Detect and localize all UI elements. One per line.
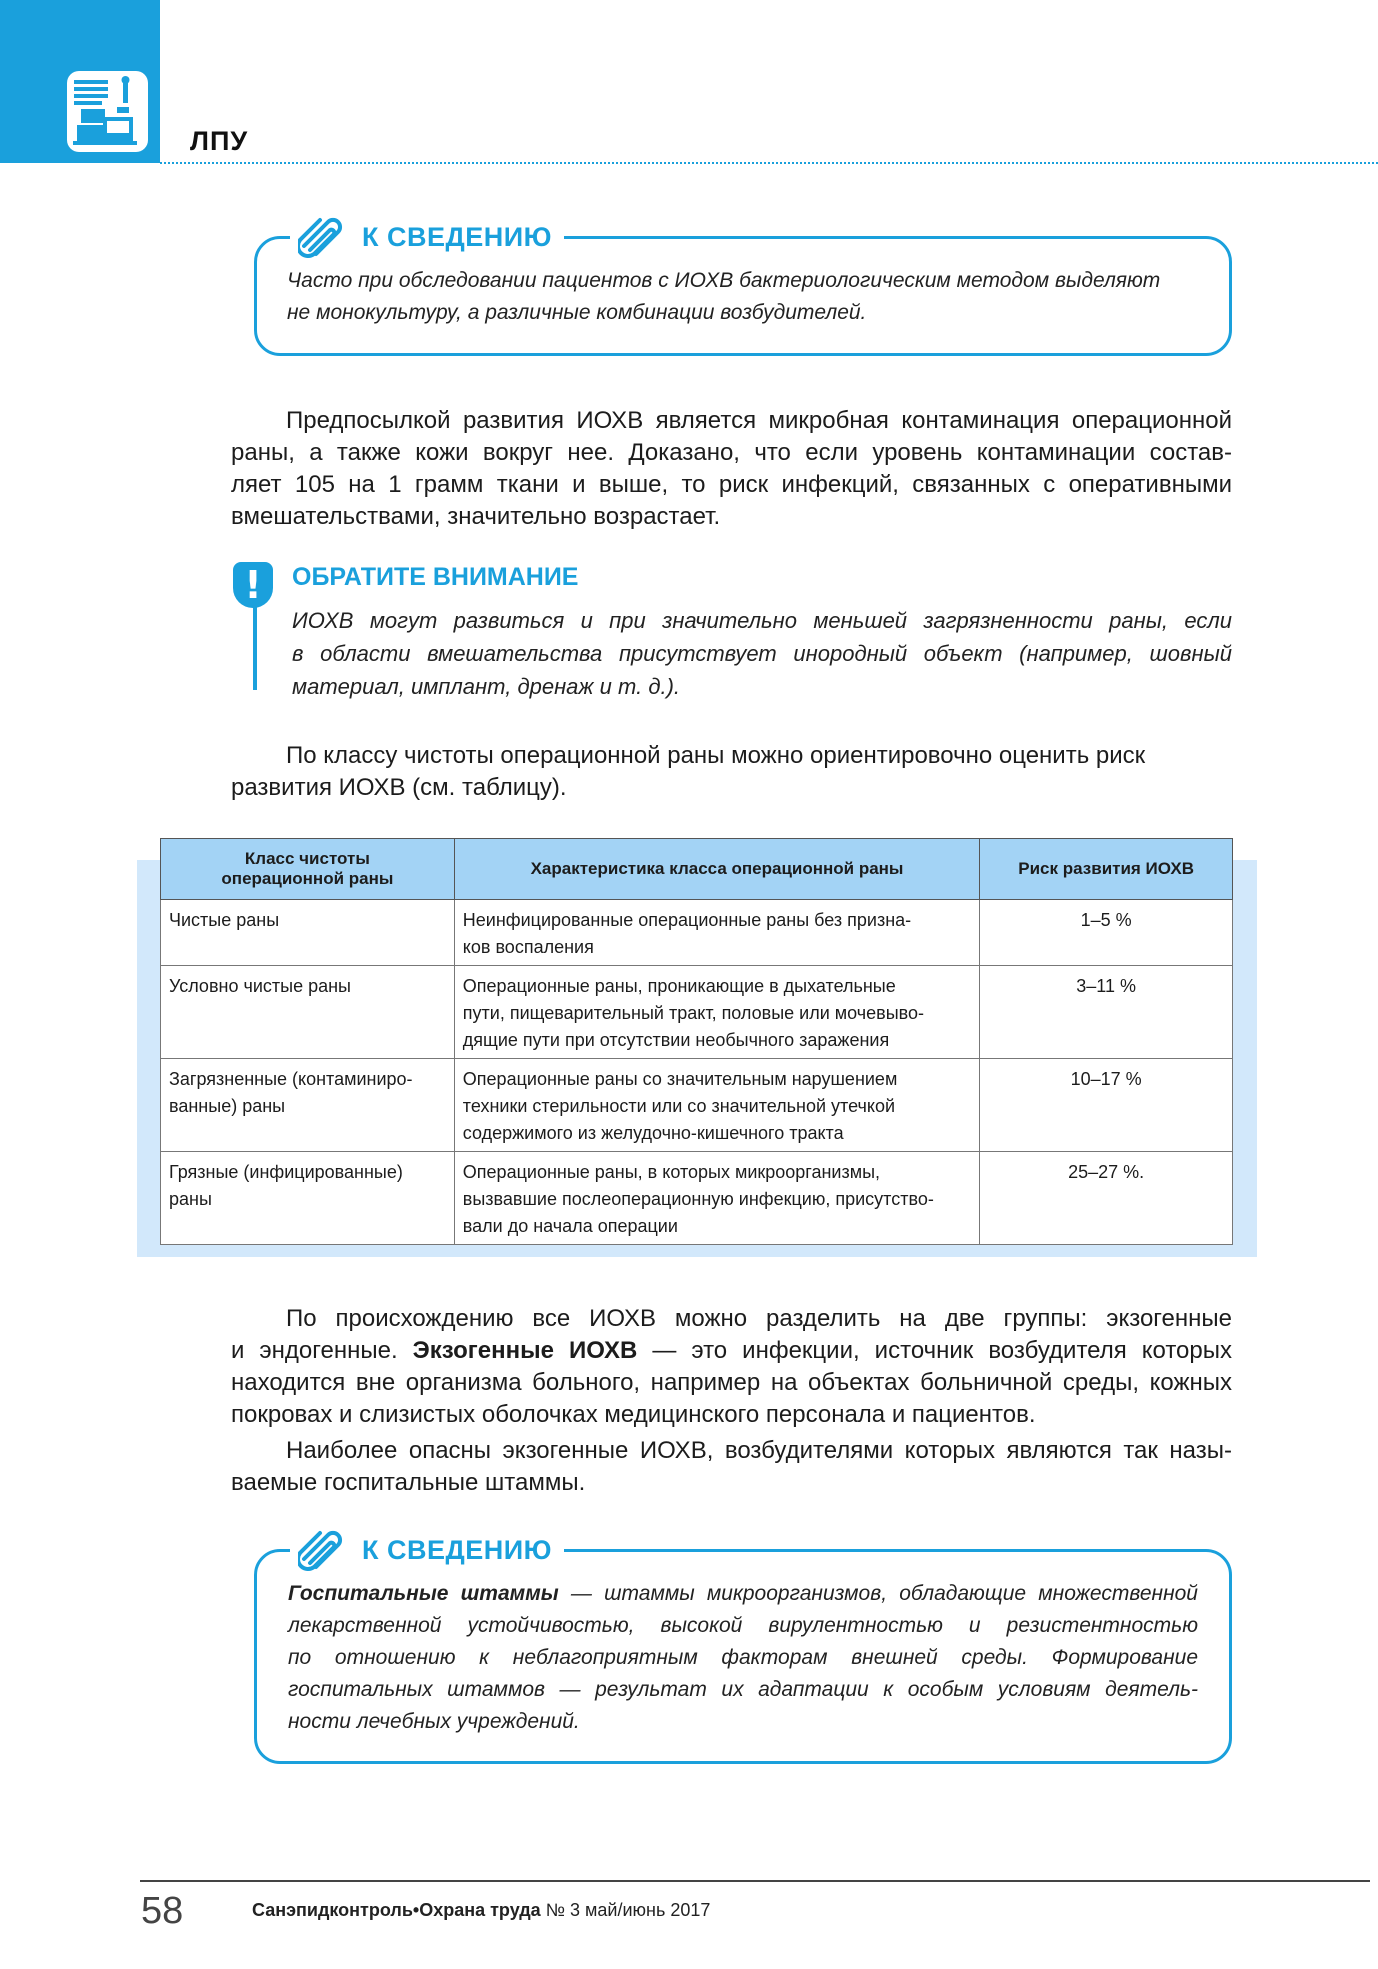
- column-header: Риск развития ИОХВ: [980, 839, 1233, 900]
- paragraph-line: и эндогенные. Экзогенные ИОХВ — это инфекции, источник возбудителя которых: [231, 1337, 1233, 1364]
- header-divider: [160, 162, 1378, 164]
- paperclip-icon: [298, 216, 344, 258]
- paragraph-line: По классу чистоты операционной раны можно ориентировочно оценить риск: [286, 742, 1146, 769]
- table-cell: Операционные раны, проникающие в дыхательные пути, пищеварительный тракт, половые или мочевыво- дящие пути при отсутствии необычного заражения: [454, 966, 979, 1059]
- wound-class-table: [160, 838, 1233, 1245]
- table-cell: Операционные раны, в которых микроорганизмы, вызвавшие послеоперационную инфекцию, присутство- вали до начала операции: [454, 1152, 979, 1245]
- note-line: не монокультуру, а различные комбинации возбудителей.: [287, 301, 867, 324]
- info-note-header: [290, 216, 564, 258]
- paragraph-line: раны, а также кожи вокруг нее. Доказано, что если уровень контаминации состав-: [231, 439, 1232, 466]
- term-exogenous: Экзогенные ИОХВ: [412, 1337, 638, 1364]
- note-line: по отношению к неблагоприятным факторам внешней среды. Формирование: [288, 1646, 1198, 1669]
- paragraph-line: По происхождению все ИОХВ можно разделить на две группы: экзогенные: [286, 1305, 1232, 1332]
- paragraph-exogenous: [231, 1303, 1232, 1431]
- paragraph-line: ляет 105 на 1 грамм ткани и выше, то риск инфекций, связанных с оперативными: [231, 471, 1232, 498]
- paragraph-line: вмешательствами, значительно возрастает.: [231, 503, 721, 530]
- table-cell: Грязные (инфицированные) раны: [161, 1152, 455, 1245]
- column-header: Класс чистоты операционной раны: [161, 839, 455, 900]
- note-line: госпитальных штаммов — результат их адаптации к особым условиям деятель-: [288, 1678, 1198, 1701]
- table-cell: Операционные раны со значительным нарушением техники стерильности или со значительной утечкой содержимого из желудочно-кишечного тракта: [454, 1059, 979, 1152]
- paragraph-hospital-strains: [231, 1435, 1232, 1499]
- note-line: лекарственной устойчивостью, высокой вирулентностью и резистентностью: [288, 1614, 1198, 1637]
- note-line: ности лечебных учреждений.: [288, 1710, 580, 1733]
- attention-line: материал, имплант, дренаж и т. д.).: [292, 674, 681, 699]
- table-row: [161, 1059, 1233, 1152]
- paragraph-line: Предпосылкой развития ИОХВ является микробная контаминация операционной: [286, 407, 1232, 434]
- table-cell: 1–5 %: [980, 900, 1233, 966]
- paragraph-line: ваемые госпитальные штаммы.: [231, 1469, 586, 1496]
- table-cell: Чистые раны: [161, 900, 455, 966]
- attention-line: ИОХВ могут развиться и при значительно меньшей загрязненности раны, если: [292, 608, 1232, 633]
- info-note-title: К СВЕДЕНИЮ: [362, 1534, 552, 1565]
- table-cell: 10–17 %: [980, 1059, 1233, 1152]
- laboratory-icon: [67, 71, 148, 152]
- info-note-header-2: [290, 1529, 564, 1571]
- column-header: Характеристика класса операционной раны: [454, 839, 979, 900]
- paperclip-icon: [298, 1529, 344, 1571]
- attention-title: ОБРАТИТЕ ВНИМАНИЕ: [292, 563, 579, 591]
- section-title: ЛПУ: [190, 126, 249, 156]
- attention-text: [292, 604, 1232, 703]
- info-note-text: [287, 265, 1207, 329]
- note-line: Госпитальные штаммы — штаммы микроорганизмов, обладающие множественной: [288, 1582, 1198, 1605]
- table-row: [161, 900, 1233, 966]
- paragraph-line: Наиболее опасны экзогенные ИОХВ, возбудителями которых являются так назы-: [286, 1437, 1232, 1464]
- table-cell: Загрязненные (контаминиро- ванные) раны: [161, 1059, 455, 1152]
- table-cell: 25–27 %.: [980, 1152, 1233, 1245]
- note-line: Часто при обследовании пациентов с ИОХВ бактериологическим методом выделяют: [287, 269, 1161, 292]
- attention-line: в области вмешательства присутствует инородный объект (например, шовный: [292, 641, 1232, 666]
- paragraph-table-intro: [231, 740, 1232, 804]
- table-cell: 3–11 %: [980, 966, 1233, 1059]
- paragraph-line: развития ИОХВ (см. таблицу).: [231, 774, 567, 801]
- paragraph-line: покровах и слизистых оболочках медицинского персонала и пациентов.: [231, 1401, 1036, 1428]
- info-note-text-2: [288, 1578, 1198, 1738]
- page-number: 58: [141, 1890, 184, 1932]
- table-row: [161, 1152, 1233, 1245]
- term-hospital-strains: Госпитальные штаммы: [288, 1582, 559, 1605]
- header-corner-block: [0, 0, 160, 163]
- table-row: [161, 966, 1233, 1059]
- table-cell: Условно чистые раны: [161, 966, 455, 1059]
- paragraph-contamination: [231, 405, 1232, 533]
- paragraph-line: находится вне организма больного, например на объектах больничной среды, кожных: [231, 1369, 1232, 1396]
- info-note-title: К СВЕДЕНИЮ: [362, 221, 552, 252]
- footer-divider: [140, 1880, 1370, 1882]
- journal-name: Санэпидконтроль•Охрана труда № 3 май/июнь 2017: [252, 1900, 711, 1920]
- table-header-row: [161, 839, 1233, 900]
- exclamation-icon: !: [233, 562, 273, 608]
- table-cell: Неинфицированные операционные раны без призна- ков воспаления: [454, 900, 979, 966]
